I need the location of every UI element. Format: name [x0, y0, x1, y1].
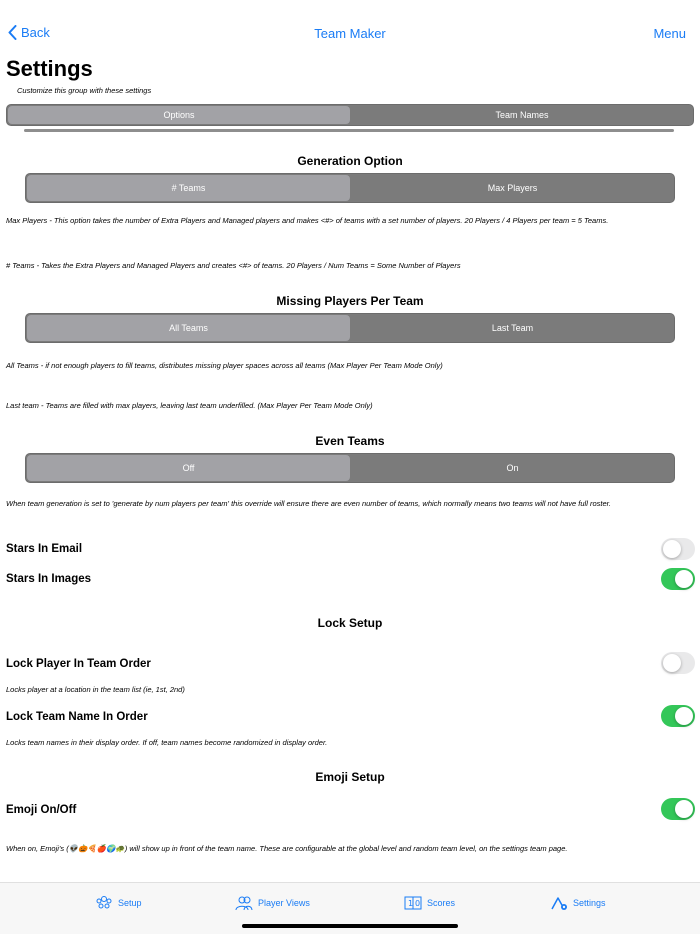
option-last-team[interactable]: Last Team — [491, 323, 534, 333]
stars-in-email-label: Stars In Email — [6, 543, 83, 555]
tab-player-views[interactable] — [235, 895, 310, 911]
lock-team-name-toggle[interactable] — [661, 705, 695, 727]
option-off[interactable]: Off — [27, 455, 350, 481]
tab-scores[interactable] — [404, 895, 455, 911]
player-views-icon — [235, 895, 253, 911]
emoji-label: Emoji On/Off — [6, 804, 77, 816]
lock-player-description: Locks player at a location in the team list (ie, 1st, 2nd) — [6, 685, 185, 694]
stars-in-images-toggle[interactable] — [661, 568, 695, 590]
scoreboard-icon — [404, 895, 422, 911]
page-title: Settings — [6, 56, 93, 81]
generation-option-header: Generation Option — [297, 154, 403, 168]
svg-text:1: 1 — [408, 899, 414, 908]
people-group-icon — [95, 895, 113, 911]
settings-gear-icon — [550, 895, 568, 911]
lock-setup-header: Lock Setup — [317, 616, 383, 630]
tab-scores-label: Scores — [427, 898, 456, 908]
tab-settings[interactable] — [550, 895, 606, 911]
toggle-knob — [663, 540, 681, 558]
navigation-bar — [0, 20, 700, 48]
lock-player-toggle[interactable] — [661, 652, 695, 674]
emoji-setup-header: Emoji Setup — [315, 770, 385, 784]
menu-button[interactable]: Menu — [653, 26, 686, 41]
toggle-knob — [663, 654, 681, 672]
last-team-description: Last team - Teams are filled with max players, leaving last team underfilled. (Max Player Per Team Mode Only) — [6, 401, 373, 410]
option-on[interactable]: On — [506, 463, 519, 473]
home-indicator — [242, 924, 458, 928]
stars-in-email-toggle[interactable] — [661, 538, 695, 560]
lock-player-label: Lock Player In Team Order — [6, 658, 151, 670]
lock-team-name-description: Locks team names in their display order. If off, team names become randomized in display order. — [6, 738, 328, 747]
option-max-players[interactable]: Max Players — [487, 183, 538, 193]
num-teams-description: # Teams - Takes the Extra Players and Managed Players and creates <#> of teams. 20 Players / Num Teams = Some Number of Players — [6, 261, 461, 270]
stars-in-images-label: Stars In Images — [6, 573, 92, 585]
emoji-toggle[interactable] — [661, 798, 695, 820]
even-teams-segmented-control — [25, 453, 675, 483]
option-all-teams[interactable]: All Teams — [27, 315, 350, 341]
even-teams-description: When team generation is set to 'generate by num players per team' this override will ensure there are even number of teams, which normally means two teams will not have full roster. — [6, 499, 611, 508]
page-subtitle: Customize this group with these settings — [17, 86, 152, 95]
toggle-knob — [675, 800, 693, 818]
tab-options[interactable]: Options — [8, 106, 350, 124]
back-label: Back — [21, 25, 50, 40]
even-teams-header: Even Teams — [315, 434, 385, 448]
svg-text:0: 0 — [415, 899, 421, 908]
all-teams-description: All Teams - if not enough players to fill teams, distributes missing player spaces across all teams (Max Player Per Team Mode Only) — [6, 361, 443, 370]
tab-settings-label: Settings — [573, 898, 606, 908]
tab-setup-label: Setup — [118, 898, 142, 908]
generation-option-segmented-control — [25, 173, 675, 203]
lock-team-name-label: Lock Team Name In Order — [6, 711, 148, 723]
options-team-names-segmented-control — [6, 104, 694, 126]
tab-setup[interactable] — [95, 895, 142, 911]
option-num-teams[interactable]: # Teams — [27, 175, 350, 201]
emoji-description: When on, Emoji's (👽🎃🍕🍎🌍🐢) will show up in front of the team name. These are configurable at the global level and random team level, on the settings team page. — [6, 844, 568, 853]
missing-players-segmented-control — [25, 313, 675, 343]
toggle-knob — [675, 707, 693, 725]
nav-title: Team Maker — [314, 26, 386, 41]
section-divider — [24, 129, 674, 132]
toggle-knob — [675, 570, 693, 588]
tab-team-names[interactable]: Team Names — [495, 110, 549, 120]
tab-player-views-label: Player Views — [258, 898, 310, 908]
max-players-description: Max Players - This option takes the number of Extra Players and Managed players and makes <#> of teams with a set number of players. 20 Players / 4 Players per team = 5 Teams. — [6, 216, 609, 225]
missing-players-header: Missing Players Per Team — [276, 294, 424, 308]
